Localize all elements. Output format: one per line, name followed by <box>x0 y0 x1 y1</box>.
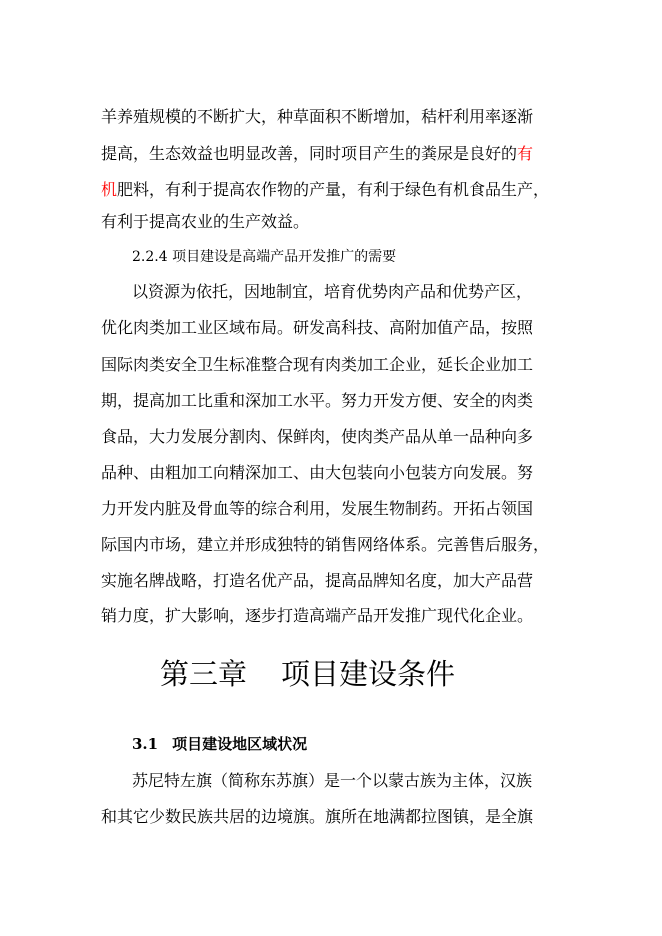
chapter-title: 项目建设条件 <box>281 657 456 691</box>
para1-line3 <box>101 180 561 200</box>
para1-line3-text: 肥料，有利于提高农作物的产量，有利于绿色有机食品生产， <box>117 180 550 199</box>
para1-line2 <box>101 144 561 164</box>
sub224-line: 际国内市场，建立并形成独特的销售网络体系。完善售后服务， <box>101 535 550 554</box>
para1-line2-text: 提高，生态效益也明显改善，同时项目产生的粪尿是良好的 <box>101 144 518 163</box>
sub224-line: 食品，大力发展分割肉、保鲜肉，使肉类产品从单一品种向多 <box>101 427 534 446</box>
section-31-heading <box>132 734 307 754</box>
sub224-line: 销力度，扩大影响，逐步打造高端产品开发推广现代化企业。 <box>101 606 534 625</box>
sub224-line: 优化肉类加工业区域布局。研发高科技、高附加值产品，按照 <box>101 318 534 337</box>
sub224-line: 期，提高加工比重和深加工水平。努力开发方便、安全的肉类 <box>101 391 534 410</box>
chapter-heading <box>160 654 455 694</box>
section-number: 3.1 <box>132 735 159 753</box>
sub224-line: 以资源为依托，因地制宜，培育优势肉产品和优势产区， <box>132 282 533 301</box>
para1-line1: 羊养殖规模的不断扩大，种草面积不断增加，秸杆利用率逐渐 <box>101 107 534 126</box>
section-title: 项目建设地区域状况 <box>172 735 308 753</box>
sub224-line: 品种、由粗加工向精深加工、由大包装向小包装方向发展。努 <box>101 463 534 482</box>
chapter-number: 第三章 <box>160 657 248 691</box>
sub224-line: 力开发内脏及骨血等的综合利用，发展生物制药。开拓占领国 <box>101 499 534 518</box>
sub224-line: 实施名牌战略，打造名优产品，提高品牌知名度，加大产品营 <box>101 571 534 590</box>
subsection-224-heading: 2.2.4 项目建设是高端产品开发推广的需要 <box>132 249 397 265</box>
para1-highlight-ji: 机 <box>101 180 118 199</box>
para1-line4: 有利于提高农业的生产效益。 <box>101 212 310 231</box>
section31-line: 和其它少数民族共居的边境旗。旗所在地满都拉图镇，是全旗 <box>101 807 534 826</box>
section31-line: 苏尼特左旗（简称东苏旗）是一个以蒙古族为主体，汉族 <box>132 771 533 790</box>
sub224-line: 国际肉类安全卫生标准整合现有肉类加工企业，延长企业加工 <box>101 355 534 374</box>
para1-highlight-you: 有 <box>517 144 534 163</box>
